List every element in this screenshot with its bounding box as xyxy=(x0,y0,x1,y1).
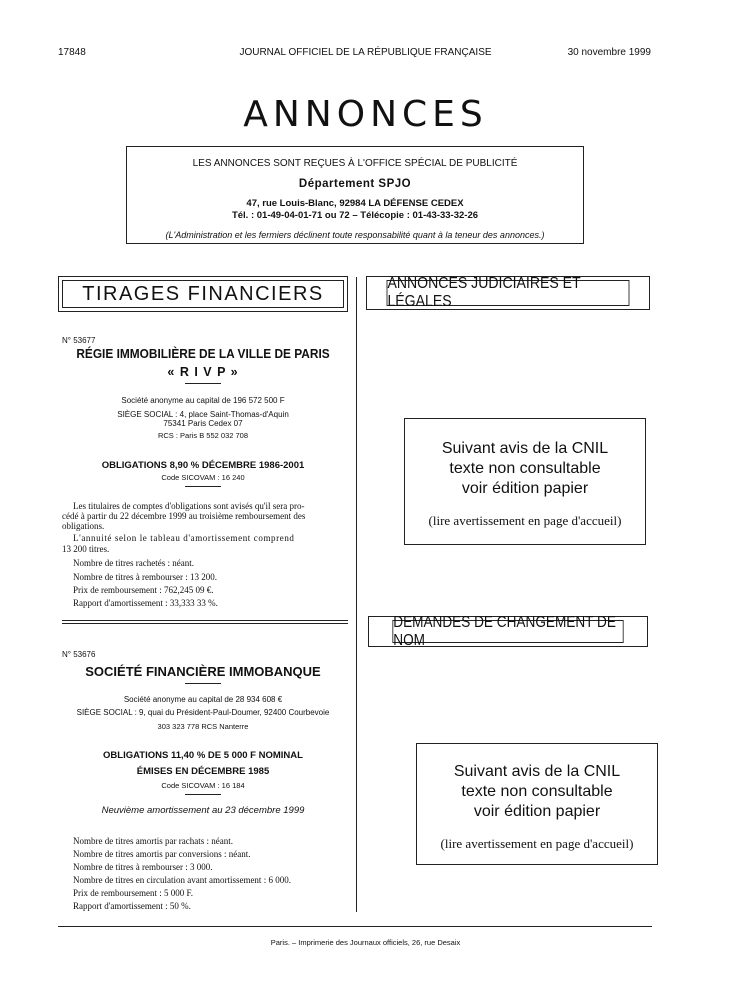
cnil-notice-box xyxy=(404,418,646,545)
publicity-office-box xyxy=(126,146,584,244)
office-line: LES ANNONCES SONT REÇUES À L'OFFICE SPÉCIAL DE PUBLICITÉ xyxy=(192,158,518,169)
body-text: Rapport d'amortissement : 33,333 33 %. xyxy=(73,598,218,608)
issuer-name: SOCIÉTÉ FINANCIÈRE IMMOBANQUE xyxy=(85,664,321,679)
address-line: 47, rue Louis-Blanc, 92984 LA DÉFENSE CEDEX xyxy=(246,198,464,209)
cnil-line-1: Suivant avis de la CNIL xyxy=(441,440,609,457)
body-text: Rapport d'amortissement : 50 %. xyxy=(73,901,191,911)
divider xyxy=(185,794,221,795)
issue-date: 30 novembre 1999 xyxy=(567,47,651,58)
section-header-annonces-judiciaires xyxy=(366,276,650,310)
printer-footer: Paris. – Imprimerie des Journaux officiels, 26, rue Desaix xyxy=(270,938,461,947)
body-text: Les titulaires de comptes d'obligations sont avisés qu'il sera pro- xyxy=(73,501,305,511)
cnil-line-2: texte non consultable xyxy=(449,460,601,477)
company-capital: Société anonyme au capital de 196 572 500 F xyxy=(121,396,285,405)
notice-number: N° 53677 xyxy=(62,336,96,345)
page-number: 17848 xyxy=(58,47,86,58)
notice-separator xyxy=(62,620,348,621)
cnil-line-2: texte non consultable xyxy=(461,783,613,800)
cnil-line-3: voir édition papier xyxy=(461,480,589,497)
divider xyxy=(185,383,221,384)
notice-separator xyxy=(62,623,348,624)
body-text: Nombre de titres en circulation avant amortissement : 6 000. xyxy=(73,875,291,885)
divider xyxy=(185,486,221,487)
cnil-warning: (lire avertissement en page d'accueil) xyxy=(440,836,634,851)
section-title-annonces-judiciaires: ANNONCES JUDICIAIRES ET LÉGALES xyxy=(387,280,630,306)
page-title: ANNONCES xyxy=(243,94,488,135)
body-text: Nombre de titres amortis par conversions : néant. xyxy=(73,849,251,859)
company-capital: Société anonyme au capital de 28 934 608 € xyxy=(123,695,283,704)
issuer-name: RÉGIE IMMOBILIÈRE DE LA VILLE DE PARIS xyxy=(76,347,330,361)
department-line: Département SPJO xyxy=(298,178,412,190)
body-text: 13 200 titres. xyxy=(62,544,110,554)
section-title-changement-nom: DEMANDES DE CHANGEMENT DE NOM xyxy=(392,620,623,643)
column-divider xyxy=(356,277,357,912)
body-text: Nombre de titres à rembourser : 13 200. xyxy=(73,572,217,582)
body-text: L'annuité selon le tableau d'amortissement comprend xyxy=(73,533,295,543)
registered-office: SIÈGE SOCIAL : 9, quai du Président-Paul-Doumer, 92400 Courbevoie xyxy=(76,708,330,717)
registered-office: SIÈGE SOCIAL : 4, place Saint-Thomas-d'Aquin xyxy=(117,410,289,419)
registered-office-city: 75341 Paris Cedex 07 xyxy=(163,419,243,428)
rcs-number: RCS : Paris B 552 032 708 xyxy=(157,431,249,440)
divider xyxy=(185,683,221,684)
body-text: Nombre de titres amortis par rachats : néant. xyxy=(73,836,233,846)
cnil-line-1: Suivant avis de la CNIL xyxy=(453,763,621,780)
phone-line: Tél. : 01-49-04-01-71 ou 72 – Télécopie : 01-43-33-32-26 xyxy=(231,210,479,221)
bond-title: OBLIGATIONS 11,40 % DE 5 000 F NOMINAL xyxy=(103,750,303,761)
rcs-number: 303 323 778 RCS Nanterre xyxy=(157,722,249,731)
body-text: Nombre de titres à rembourser : 3 000. xyxy=(73,862,213,872)
body-text: obligations. xyxy=(62,521,105,531)
cnil-line-3: voir édition papier xyxy=(473,803,601,820)
body-text: cédé à partir du 22 décembre 1999 au troisième remboursement des xyxy=(62,511,306,521)
cnil-warning: (lire avertissement en page d'accueil) xyxy=(428,513,622,528)
footer-rule xyxy=(58,926,652,927)
body-text: Nombre de titres rachetés : néant. xyxy=(73,558,194,568)
journal-title: JOURNAL OFFICIEL DE LA RÉPUBLIQUE FRANÇAISE xyxy=(239,47,492,58)
bond-issue: ÉMISES EN DÉCEMBRE 1985 xyxy=(136,766,270,777)
body-text: Prix de remboursement : 5 000 F. xyxy=(73,888,194,898)
section-title-tirages: TIRAGES FINANCIERS xyxy=(62,280,344,308)
cnil-notice-box xyxy=(416,743,658,865)
body-text: Prix de remboursement : 762,245 09 €. xyxy=(73,585,214,595)
sicovam-code: Code SICOVAM : 16 184 xyxy=(161,781,245,790)
issuer-acronym: « R I V P » xyxy=(167,365,239,379)
amortization-title: Neuvième amortissement au 23 décembre 1999 xyxy=(101,805,305,816)
sicovam-code: Code SICOVAM : 16 240 xyxy=(161,473,245,482)
bond-title: OBLIGATIONS 8,90 % DÉCEMBRE 1986-2001 xyxy=(101,460,305,471)
disclaimer-line: (L'Administration et les fermiers déclinent toute responsabilité quant à la teneur des annonces.) xyxy=(165,230,545,240)
section-header-tirages xyxy=(58,276,348,312)
section-header-changement-nom xyxy=(368,613,648,649)
notice-number: N° 53676 xyxy=(62,650,96,659)
